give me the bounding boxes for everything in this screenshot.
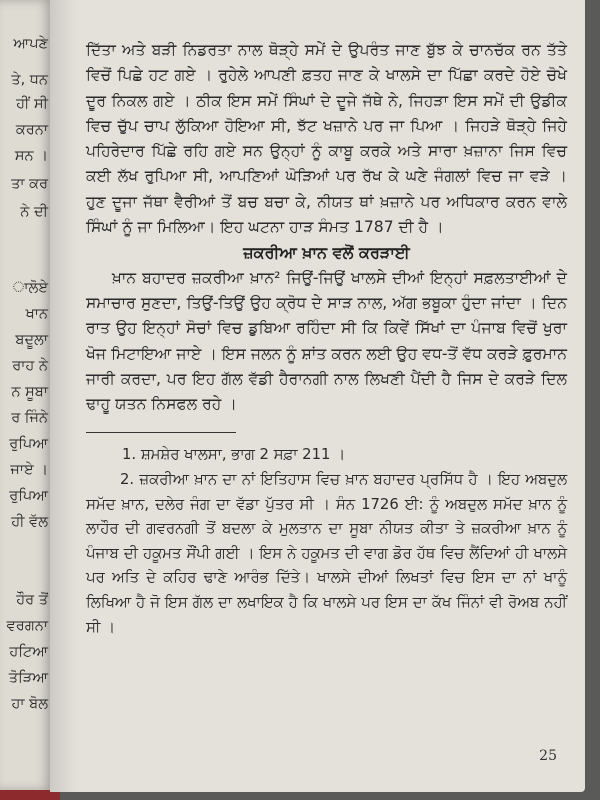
left-page-fragment: ਰੁਪਿਆ	[9, 488, 48, 504]
left-page-fragment: ਹੀਂ ਸੀ	[16, 96, 48, 112]
left-page-fragment: ਆਪਣੇ	[13, 36, 48, 52]
left-page-fragment: ਸਨ ।	[14, 148, 48, 164]
left-page-fragment: ਬਦੂਲਾ	[15, 332, 48, 348]
left-page-fragment: ਵਰਗਨਾ	[6, 618, 48, 634]
footnote-1: 1. ਸ਼ਮਸ਼ੇਰ ਖਾਲਸਾ, ਭਾਗ 2 ਸਫ਼ਾ 211 ।	[122, 446, 346, 464]
left-page-fragment: ਤੋੜਿਆ	[8, 670, 48, 686]
left-page-fragment: ਹਟਿਆ	[9, 644, 48, 660]
page-number: 25	[539, 748, 557, 764]
left-page-fragment: ਰੁਪਿਆ	[9, 436, 48, 452]
left-page-fragment: ਰ ਜਿੰਨੇ	[11, 410, 48, 426]
section-heading: ਜ਼ਕਰੀਆ ਖ਼ਾਨ ਵਲੋਂ ਕਰੜਾਈ	[243, 243, 410, 263]
left-page-fragment: ਰਾਹ ਨੇ	[12, 358, 48, 374]
left-page-fragment: ਹੀ ਵੱਲ	[11, 514, 48, 530]
left-page-fragment: ਜਾਏ ।	[10, 462, 48, 478]
footnote-2: 2. ਜ਼ਕਰੀਆ ਖ਼ਾਨ ਦਾ ਨਾਂ ਇਤਿਹਾਸ ਵਿਚ ਖ਼ਾਨ ਬਹਾਦਰ ਪ੍ਰਸਿੱਧ ਹੈ । ਇਹ ਅਬਦੁਲ ਸਮੱਦ ਖ਼ਾਨ, ਦਲੇਰ ਜੰਗ ਦਾ ਵੱਡਾ ਪੁੱਤਰ ਸੀ । ਸੰਨ 1726 ਈ: ਨੂੰ ਅਬਦੁਲ ਸਮੱਦ ਖ਼ਾਨ ਨੂੰ ਲਾਹੌਰ ਦੀ ਗਵਰਨਗੀ ਤੋਂ ਬਦਲਾ ਕੇ ਮੁਲਤਾਨ ਦਾ ਸੂਬਾ ਨੀਯਤ ਕੀਤਾ ਤੇ ਜ਼ਕਰੀਆ ਖ਼ਾਨ ਨੂੰ ਪੰਜਾਬ ਦੀ ਹਕੂਮਤ ਸੌਂਪੀ ਗਈ । ਇਸ ਨੇ ਹਕੂਮਤ ਦੀ ਵਾਗ ਡੋਰ ਹੱਥ ਵਿਚ ਲੈਂਦਿਆਂ ਹੀ ਖਾਲਸੇ ਪਰ ਅਤਿ ਦੇ ਕਹਿਰ ਢਾਣੇ ਆਰੰਭ ਦਿੱਤੇ। ਖਾਲਸੇ ਦੀਆਂ ਲਿਖਤਾਂ ਵਿਚ ਇਸ ਦਾ ਨਾਂ ਖਾਨੂੰ ਲਿਖਿਆ ਹੈ ਜੋ ਇਸ ਗੱਲ ਦਾ ਲਖਾਇਕ ਹੈ ਕਿ ਖਾਲਸੇ ਪਰ ਇਸ ਦਾ ਕੱਖ ਜਿੰਨਾਂ ਵੀ ਰੋਅਬ ਨਹੀਂ ਸੀ ।	[86, 471, 567, 636]
left-page-fragment: ਕਰਨਾ	[15, 122, 48, 138]
left-page-fragment: ਖਾਨ	[25, 306, 48, 322]
body-paragraph-1: ਦਿੱਤਾ ਅਤੇ ਬੜੀ ਨਿਡਰਤਾ ਨਾਲ ਥੋੜ੍ਹੇ ਸਮੇਂ ਦੇ ਉਪਰੰਤ ਜਾਣ ਬੁੱਝ ਕੇ ਚਾਨਚੱਕ ਰਨ ਤੱਤੇ ਵਿਚੋਂ ਪਿਛੇ ਹਟ ਗਏ । ਰੁਹੇਲੇ ਆਪਣੀ ਫ਼ਤਹ ਜਾਣ ਕੇ ਖਾਲਸੇ ਦਾ ਪਿੱਛਾ ਕਰਦੇ ਹੋਏ ਚੋਖੇ ਦੂਰ ਨਿਕਲ ਗਏ । ਠੀਕ ਇਸ ਸਮੇਂ ਸਿੰਘਾਂ ਦੇ ਦੂਜੇ ਜੱਥੇ ਨੇ, ਜਿਹੜਾ ਇਸ ਸਮੇਂ ਦੀ ਉਡੀਕ ਵਿਚ ਚੁੱਪ ਚਾਪ ਲੁੱਕਿਆ ਹੋਇਆ ਸੀ, ਝੱਟ ਖਜ਼ਾਨੇ ਪਰ ਜਾ ਪਿਆ । ਜਿਹੜੇ ਥੋੜ੍ਹੇ ਜਿਹੇ ਪਹਿਰੇਦਾਰ ਪਿੱਛੇ ਰਹਿ ਗਏ ਸਨ ਉਨ੍ਹਾਂ ਨੂੰ ਕਾਬੂ ਕਰਕੇ ਅਤੇ ਸਾਰਾ ਖ਼ਜ਼ਾਨਾ ਜਿਸ ਵਿਚ ਕਈ ਲੱਖ ਰੁਪਿਆ ਸੀ, ਆਪਣਿਆਂ ਘੋੜਿਆਂ ਪਰ ਰੱਖ ਕੇ ਘਣੇ ਜੰਗਲਾਂ ਵਿਚ ਜਾ ਵੜੇ । ਹੁਣ ਦੂਜਾ ਜੱਥਾ ਵੈਰੀਆਂ ਤੋਂ ਬਚ ਬਚਾ ਕੇ, ਨੀਯਤ ਥਾਂ ਖ਼ਜ਼ਾਨੇ ਪਰ ਅਧਿਕਾਰ ਕਰਨ ਵਾਲੇ ਸਿੰਘਾਂ ਨੂੰ ਜਾ ਮਿਲਿਆ। ਇਹ ਘਟਨਾ ਹਾੜ ਸੰਮਤ 1787 ਦੀ ਹੈ ।	[86, 41, 567, 237]
footnotes	[86, 443, 567, 640]
footnote-divider	[86, 432, 236, 433]
left-facing-page	[0, 0, 52, 790]
left-page-fragment: ਤੇ, ਧਨ	[11, 72, 48, 88]
body-paragraph-2: ਖ਼ਾਨ ਬਹਾਦਰ ਜ਼ਕਰੀਆ ਖ਼ਾਨ² ਜਿਉਂ-ਜਿਉਂ ਖਾਲਸੇ ਦੀਆਂ ਇਨ੍ਹਾਂ ਸਫ਼ਲਤਾਈਆਂ ਦੇ ਸਮਾਚਾਰ ਸੁਣਦਾ, ਤਿਉਂ-ਤਿਉਂ ਉਹ ਕ੍ਰੋਧ ਦੇ ਸਾੜ ਨਾਲ, ਅੱਗ ਭਬੂਕਾ ਹੁੰਦਾ ਜਾਂਦਾ । ਦਿਨ ਰਾਤ ਉਹ ਇਨ੍ਹਾਂ ਸੋਚਾਂ ਵਿਚ ਡੁਬਿਆ ਰਹਿੰਦਾ ਸੀ ਕਿ ਕਿਵੇਂ ਸਿੱਖਾਂ ਦਾ ਪੰਜਾਬ ਵਿਚੋਂ ਖੁਰਾ ਖੋਜ ਮਿਟਾਇਆ ਜਾਏ । ਇਸ ਜਲਨ ਨੂੰ ਸ਼ਾਂਤ ਕਰਨ ਲਈ ਉਹ ਵਧ-ਤੋਂ ਵੱਧ ਕਰੜੇ ਫ਼ੁਰਮਾਨ ਜਾਰੀ ਕਰਦਾ, ਪਰ ਇਹ ਗੱਲ ਵੱਡੀ ਹੈਰਾਨਗੀ ਨਾਲ ਲਿਖਣੀ ਪੈਂਦੀ ਹੈ ਜਿਸ ਦੇ ਕਰੜੇ ਦਿਲ ਢਾਹੂ ਯਤਨ ਨਿਸਫਲ ਰਹੇ ।	[86, 268, 567, 414]
left-page-fragment: ਹੌਰ ਤੋਂ	[16, 592, 48, 608]
main-page	[50, 0, 585, 792]
left-page-fragment: ਤਾ ਕਰ	[11, 176, 48, 192]
left-page-fragment: ਾਲੋਏ	[12, 280, 48, 296]
left-page-fragment: ਹਾ ਬੋਲ	[11, 696, 48, 712]
left-page-fragment: ਨੇ ਦੀ	[20, 204, 48, 220]
left-page-fragment: ਨ ਸੂਬਾ	[11, 384, 48, 400]
page-text	[86, 38, 567, 640]
